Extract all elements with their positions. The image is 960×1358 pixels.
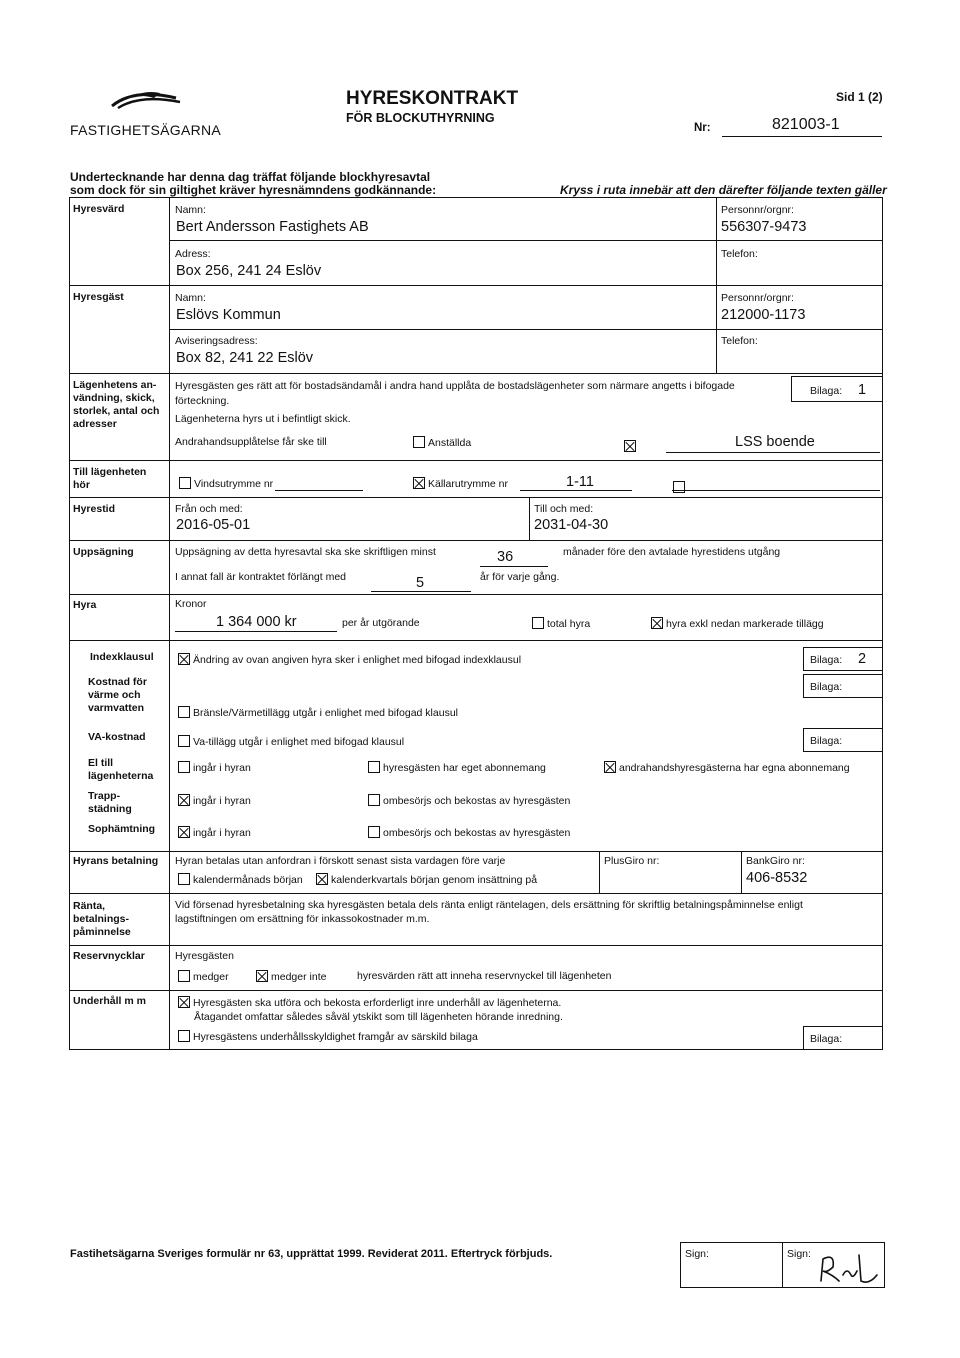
underhall-line-2: Åtagandet omfattar således såväl ytskikt som till lägenheten hörande inredning. — [194, 1011, 563, 1023]
underhall-checkbox-2[interactable] — [178, 1030, 190, 1042]
hyresvard-adress-label: Adress: — [175, 248, 211, 260]
hyresvard-name-label: Namn: — [175, 204, 206, 216]
uppsagning-text-1: Uppsägning av detta hyresavtal ska ske skriftligen minst — [175, 546, 436, 558]
hyresvard-tel-label: Telefon: — [721, 248, 758, 260]
side-betalning: Hyrans betalning — [73, 855, 159, 867]
hyresgast-name[interactable]: Eslövs Kommun — [176, 307, 281, 323]
el-checkbox-2[interactable] — [368, 761, 380, 773]
hyresvard-pnr-label: Personnr/orgnr: — [721, 204, 794, 216]
side-index: Indexklausul — [90, 651, 154, 663]
side-trapp: Trapp- städning — [88, 790, 132, 815]
vind-option[interactable]: Vindsutrymme nr — [179, 477, 273, 490]
intro-line-1: Undertecknande har denna dag träffat följande blockhyresavtal — [70, 170, 431, 184]
side-uppsagning: Uppsägning — [73, 546, 134, 558]
reserv-opt-1[interactable]: medger — [178, 970, 229, 983]
hyresgast-adress[interactable]: Box 82, 241 22 Eslöv — [176, 350, 314, 366]
uppsagning-text-4: år för varje gång. — [480, 571, 560, 583]
sop-checkbox-1[interactable] — [178, 826, 190, 838]
fran-label: Från och med: — [175, 503, 243, 515]
side-underhall: Underhåll m m — [73, 995, 146, 1007]
hyra-per: per år utgörande — [342, 617, 420, 629]
sop-opt-1[interactable]: ingår i hyran — [178, 826, 251, 839]
varme-option[interactable]: Bränsle/Värmetillägg utgår i enlighet med bifogad klausul — [178, 706, 458, 719]
betalning-text: Hyran betalas utan anfordran i förskott senast sista vardagen före varje — [175, 855, 506, 867]
bankgiro-label: BankGiro nr: — [746, 855, 805, 867]
trapp-opt-1[interactable]: ingår i hyran — [178, 794, 251, 807]
kallare-checkbox[interactable] — [413, 477, 425, 489]
kronor-label: Kronor — [175, 598, 207, 610]
hyresvard-pnr[interactable]: 556307-9473 — [721, 219, 807, 235]
tillhor-extra-checkbox[interactable] — [673, 481, 685, 493]
reserv-checkbox-1[interactable] — [178, 970, 190, 982]
nr-value[interactable]: 821003-1 — [772, 116, 840, 133]
index-option[interactable]: Ändring av ovan angiven hyra sker i enlighet med bifogad indexklausul — [178, 653, 521, 666]
el-opt-1[interactable]: ingår i hyran — [178, 761, 251, 774]
lagenhet-bilaga-box[interactable] — [791, 376, 883, 402]
kallare-option[interactable]: Källarutrymme nr — [413, 477, 508, 490]
va-checkbox[interactable] — [178, 735, 190, 747]
lagenhet-text-1: Hyresgästen ges rätt att för bostadsändamål i andra hand upplåta de bostadslägenheter som närmare angetts i bifogade — [175, 380, 735, 392]
hyresvard-adress[interactable]: Box 256, 241 24 Eslöv — [176, 263, 322, 279]
total-checkbox[interactable] — [532, 617, 544, 629]
lagenhet-text-2: förteckning. — [175, 395, 230, 407]
trapp-checkbox-2[interactable] — [368, 794, 380, 806]
el-checkbox-1[interactable] — [178, 761, 190, 773]
side-ranta: Ränta, betalnings- påminnelse — [73, 900, 131, 938]
varme-checkbox[interactable] — [178, 706, 190, 718]
hyresgast-name-label: Namn: — [175, 292, 206, 304]
vind-checkbox[interactable] — [179, 477, 191, 489]
till-value[interactable]: 2031-04-30 — [534, 517, 609, 533]
side-va: VA-kostnad — [88, 731, 146, 743]
reserv-checkbox-2[interactable] — [256, 970, 268, 982]
lss-checkbox[interactable] — [624, 440, 636, 452]
uppsagning-text-3: I annat fall är kontraktet förlängt med — [175, 571, 347, 583]
side-hyresvard: Hyresvärd — [73, 203, 125, 215]
reserv-label: Hyresgästen — [175, 950, 234, 962]
va-option[interactable]: Va-tillägg utgår i enlighet med bifogad klausul — [178, 735, 404, 748]
bankgiro-value[interactable]: 406-8532 — [746, 870, 808, 886]
signature-icon — [813, 1245, 883, 1287]
intro-right: Kryss i ruta innebär att den därefter följande texten gäller — [560, 183, 887, 197]
underhall-opt-2[interactable]: Hyresgästens underhållsskyldighet framgår av särskild bilaga — [178, 1030, 478, 1043]
logo-swoosh-icon — [104, 84, 184, 112]
reserv-text: hyresvärden rätt att inneha reservnyckel till lägenheten — [357, 970, 612, 982]
reserv-opt-2[interactable]: medger inte — [256, 970, 326, 983]
plusgiro-label: PlusGiro nr: — [604, 855, 660, 867]
el-checkbox-3[interactable] — [604, 761, 616, 773]
intro-line-2: som dock för sin giltighet kräver hyresnämndens godkännande: — [70, 183, 437, 197]
sign-box-1[interactable]: Sign: — [680, 1242, 783, 1288]
index-checkbox[interactable] — [178, 653, 190, 665]
kallare-nr[interactable]: 1-11 — [566, 474, 594, 490]
ranta-line-2: lagstiftningen om ersättning för inkassokostnader m.m. — [175, 913, 430, 925]
hyresgast-tel-label: Telefon: — [721, 335, 758, 347]
va-bilaga-box[interactable]: Bilaga: — [803, 728, 883, 752]
andrahand-label: Andrahandsupplåtelse får ske till — [175, 436, 327, 448]
logo — [104, 84, 184, 112]
index-bilaga-box[interactable]: Bilaga: 2 — [803, 647, 883, 671]
exkl-option[interactable]: hyra exkl nedan markerade tillägg — [651, 617, 824, 630]
hyresgast-adress-label: Aviseringsadress: — [175, 335, 258, 347]
hyresvard-name[interactable]: Bert Andersson Fastighets AB — [176, 219, 369, 235]
betalning-opt-1[interactable]: kalendermånads början — [178, 873, 303, 886]
form-title: HYRESKONTRAKT — [346, 88, 519, 109]
footer-text: Fastihetsägarna Sveriges formulär nr 63, upprättat 1999. Reviderat 2011. Eftertryck förbjuds. — [70, 1248, 553, 1260]
el-opt-2[interactable]: hyresgästen har eget abonnemang — [368, 761, 546, 774]
anstallda-checkbox[interactable] — [413, 436, 425, 448]
bilaga-label: Bilaga: — [810, 385, 843, 397]
brand-name: FASTIGHETSÄGARNA — [70, 122, 222, 138]
ranta-line-1: Vid försenad hyresbetalning ska hyresgästen betala dels ränta enligt räntelagen, dels ersättning för skriftlig betalningspåminnelse enligt — [175, 899, 803, 911]
side-hyresgast: Hyresgäst — [73, 291, 124, 303]
uppsagning-text-2: månader före den avtalade hyrestidens utgång — [563, 546, 781, 558]
underhall-bilaga-box[interactable]: Bilaga: — [803, 1026, 883, 1050]
trapp-checkbox-1[interactable] — [178, 794, 190, 806]
side-reserv: Reservnycklar — [73, 950, 145, 962]
side-hyrestid: Hyrestid — [73, 503, 116, 515]
sign-box-2[interactable]: Sign: — [782, 1242, 885, 1288]
nr-label: Nr: — [694, 122, 711, 134]
hyresgast-pnr-label: Personnr/orgnr: — [721, 292, 794, 304]
trapp-opt-2[interactable]: ombesörjs och bekostas av hyresgästen — [368, 794, 570, 807]
uppsagning-months[interactable]: 36 — [497, 549, 514, 565]
side-sophamtning: Sophämtning — [88, 823, 156, 835]
lss-value[interactable]: LSS boende — [735, 434, 815, 450]
till-label: Till och med: — [534, 503, 594, 515]
total-option[interactable]: total hyra — [532, 617, 590, 630]
form-subtitle: FÖR BLOCKUTHYRNING — [346, 111, 495, 125]
bilaga-value: 1 — [858, 382, 867, 398]
hyresgast-pnr[interactable]: 212000-1173 — [721, 307, 806, 323]
side-lagenhet: Lägenhetens an- vändning, skick, storlek, antal och adresser — [73, 379, 160, 430]
side-el: El till lägenheterna — [88, 757, 154, 782]
anstallda-option[interactable]: Anställda — [413, 436, 471, 449]
fran-value[interactable]: 2016-05-01 — [176, 517, 251, 533]
side-tillhor: Till lägenheten hör — [73, 466, 147, 491]
exkl-checkbox[interactable] — [651, 617, 663, 629]
side-varme: Kostnad för värme och varmvatten — [88, 676, 147, 714]
varme-bilaga-box[interactable]: Bilaga: — [803, 674, 883, 698]
side-hyra: Hyra — [73, 599, 97, 611]
betalning-checkbox-1[interactable] — [178, 873, 190, 885]
page-number: Sid 1 (2) — [836, 90, 883, 104]
underhall-checkbox-1[interactable] — [178, 996, 190, 1008]
el-opt-3[interactable]: andrahandshyresgästerna har egna abonnemang — [604, 761, 850, 774]
underhall-opt-1[interactable]: Hyresgästen ska utföra och bekosta erforderligt inre underhåll av lägenheterna. — [178, 996, 561, 1009]
sop-opt-2[interactable]: ombesörjs och bekostas av hyresgästen — [368, 826, 570, 839]
betalning-checkbox-2[interactable] — [316, 873, 328, 885]
uppsagning-years[interactable]: 5 — [416, 575, 425, 591]
lagenhet-text-3: Lägenheterna hyrs ut i befintligt skick. — [175, 413, 351, 425]
sop-checkbox-2[interactable] — [368, 826, 380, 838]
betalning-opt-2[interactable]: kalenderkvartals början genom insättning på — [316, 873, 537, 886]
hyra-amount[interactable]: 1 364 000 kr — [216, 614, 297, 630]
